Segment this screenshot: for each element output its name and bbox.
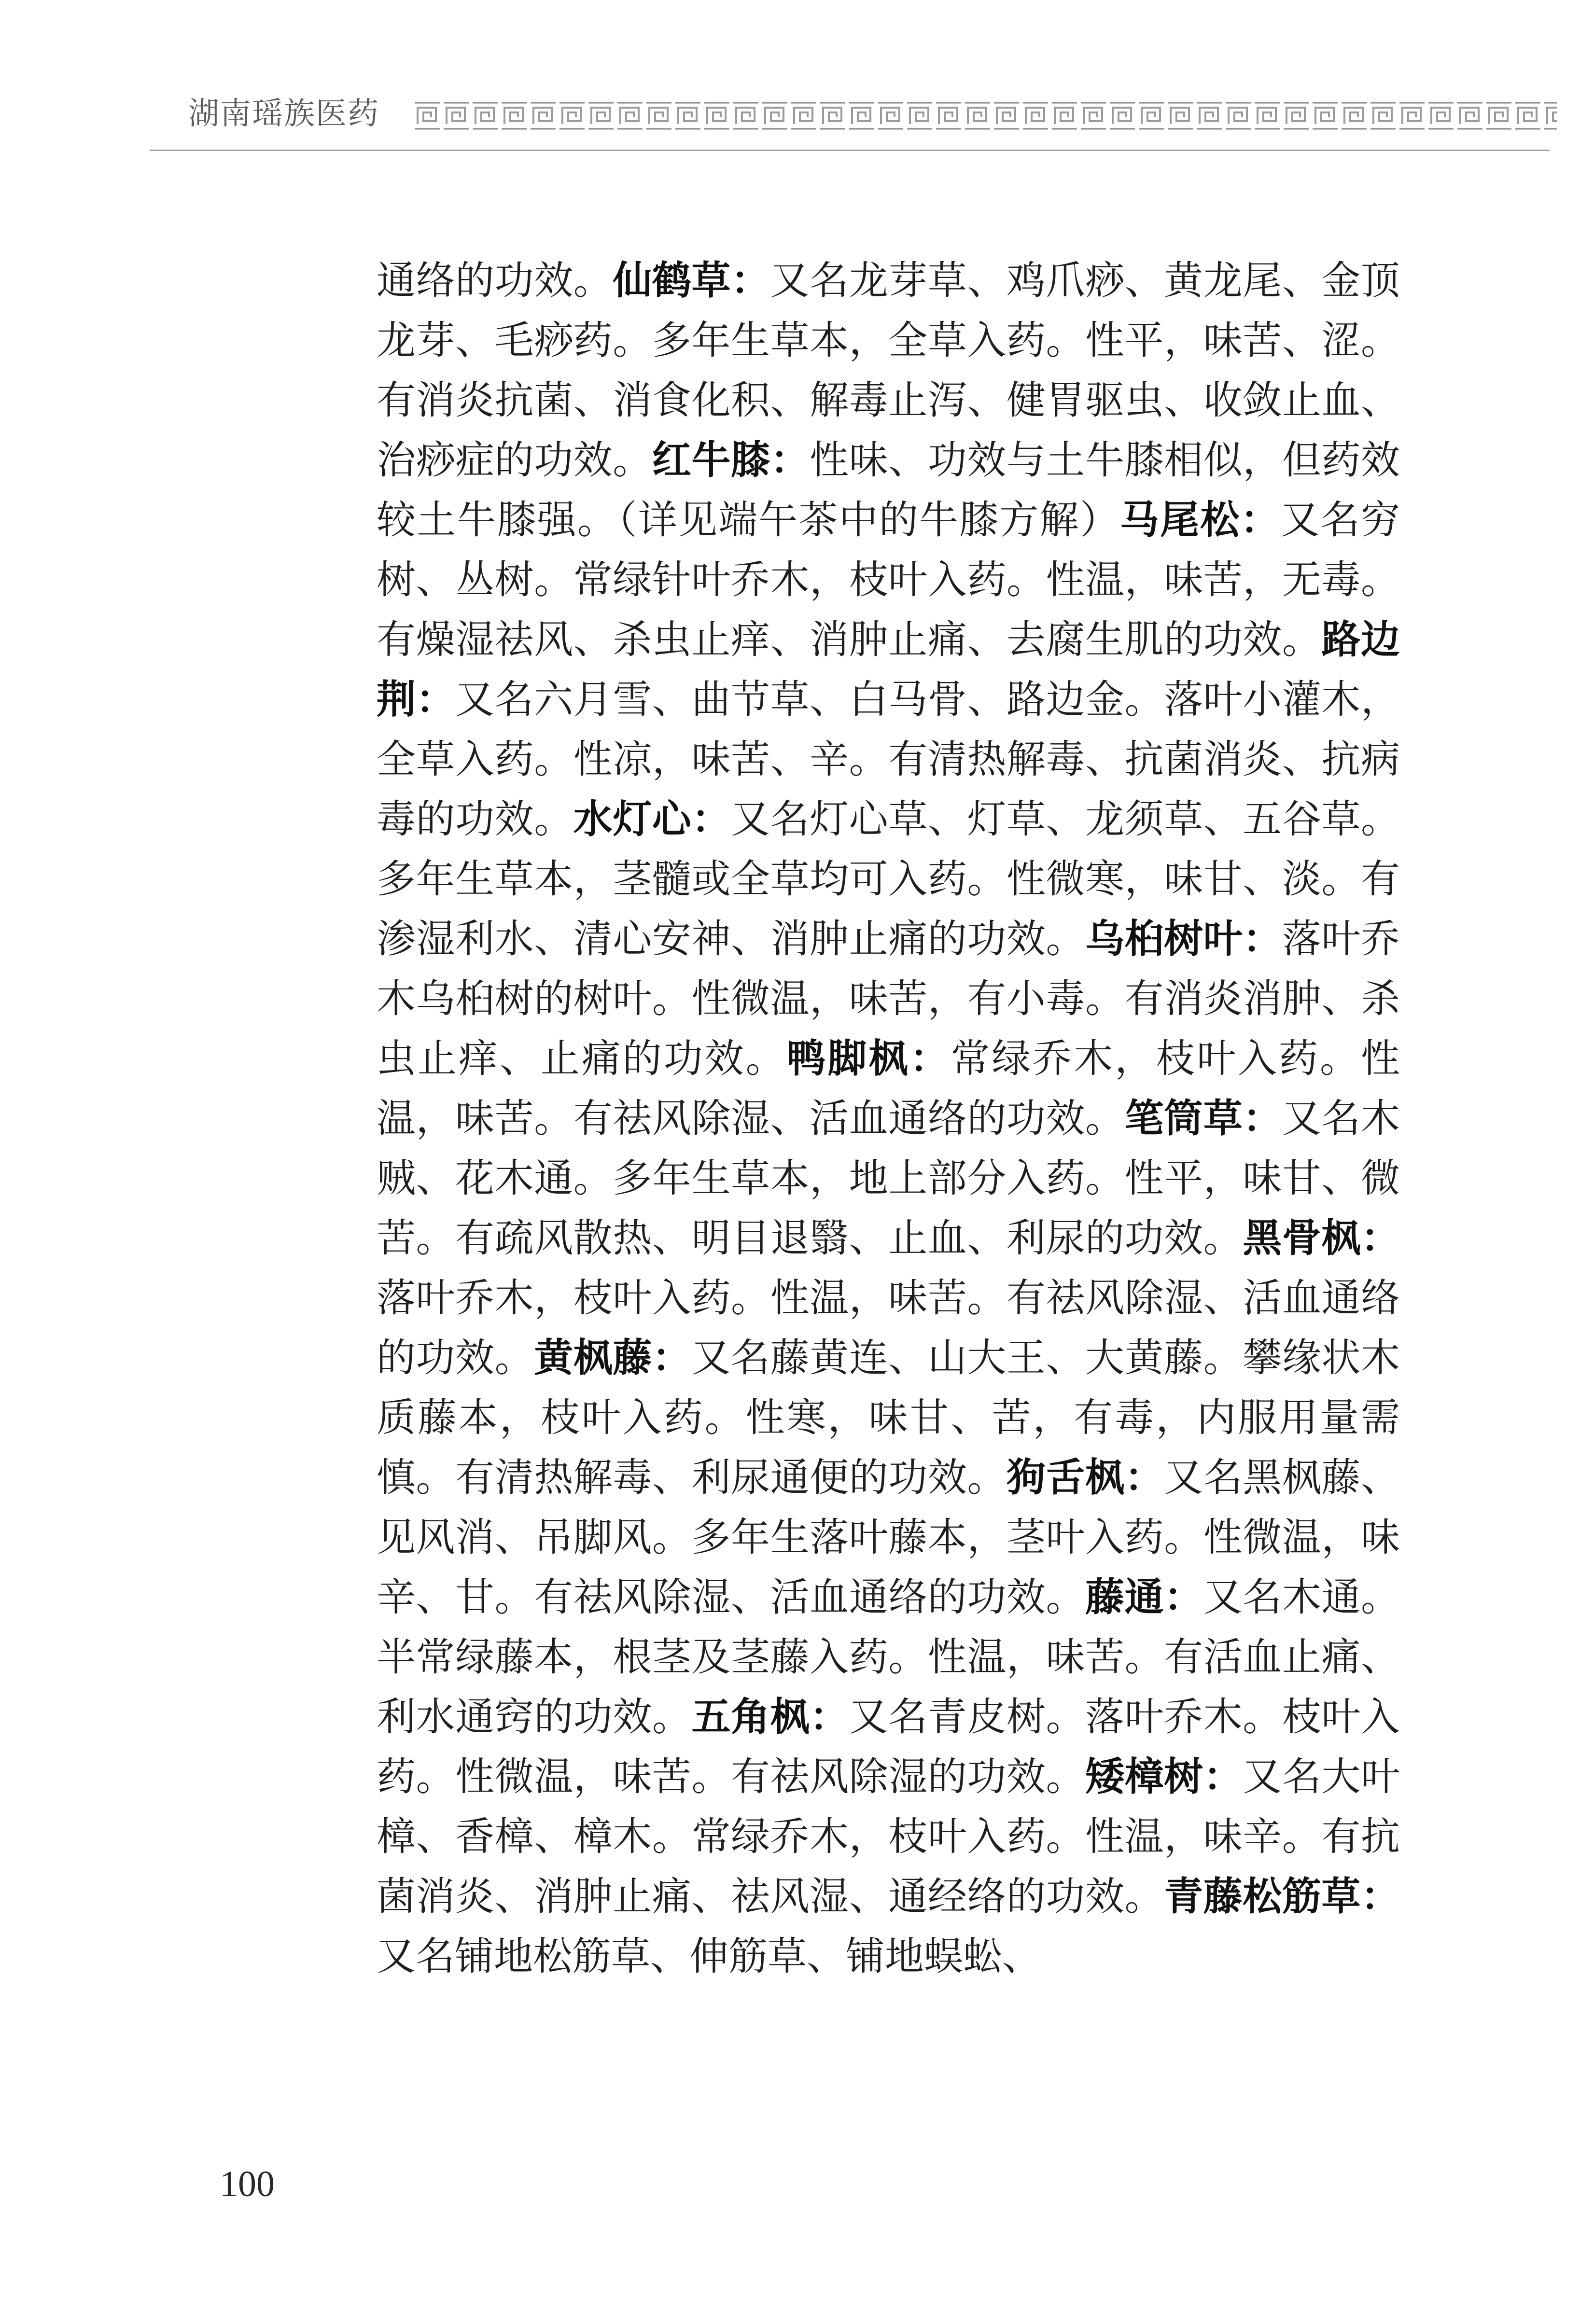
- herb-description-text: 又名黑枫藤、见风消、吊脚风。多年生落叶藤本，茎叶入药。性微温，味辛、甘。有祛风除湿、活血通络的功效。: [377, 1455, 1400, 1620]
- herb-description-text: 又名灯心草、灯草、龙须草、五谷草。多年生草本，茎髓或全草均可入药。性微寒，味甘、淡。有渗湿利水、清心安神、消肿止痛的功效。: [377, 797, 1400, 962]
- running-header: [0, 0, 1594, 154]
- herb-name-term: 红牛膝：: [652, 438, 810, 483]
- herb-name-term: 鸭脚枫：: [786, 1036, 951, 1082]
- herb-description-text: 又名藤黄连、山大王、大黄藤。攀缘状木质藤本，枝叶入药。性寒，味甘、苦，有毒，内服用量需慎。有清热解毒、利尿通便的功效。: [377, 1336, 1400, 1501]
- header-title: 湖南瑶族医药: [188, 96, 379, 132]
- page-number: 100: [220, 2164, 275, 2204]
- herb-description-text: 通络的功效。: [377, 258, 613, 304]
- herb-description-text: 又名铺地松筋草、伸筋草、铺地蜈蚣、: [377, 1934, 1042, 1979]
- herb-name-term: 水灯心：: [573, 797, 731, 842]
- herb-description-text: 又名龙芽草、鸡爪痧、黄龙尾、金顶龙芽、毛痧药。多年生草本，全草入药。性平，味苦、涩。有消炎抗菌、消食化积、解毒止泻、健胃驱虫、收敛止血、治痧症的功效。: [377, 258, 1400, 483]
- herb-name-term: 藤通：: [1085, 1575, 1203, 1620]
- herb-description-text: 又名青皮树。落叶乔木。枝叶入药。性微温，味苦。有祛风除湿的功效。: [377, 1695, 1400, 1800]
- header-divider: [150, 150, 1550, 151]
- herb-name-term: 五角枫：: [691, 1695, 849, 1740]
- herb-description-text: 落叶乔木，枝叶入药。性温，味苦。有祛风除湿、活血通络的功效。: [377, 1276, 1400, 1381]
- herb-name-term: 黑骨枫：: [1243, 1216, 1400, 1261]
- herb-description-text: 性味、功效与土牛膝相似，但药效较土牛膝强。（详见端午茶中的牛膝方解）: [377, 438, 1400, 543]
- herb-name-term: 青藤松筋草：: [1164, 1874, 1400, 1920]
- herb-name-term: 黄枫藤：: [534, 1336, 692, 1381]
- decorative-border-ornament: [413, 99, 1557, 133]
- herb-description-text: 又名穷树、丛树。常绿针叶乔木，枝叶入药。性温，味苦，无毒。有燥湿祛风、杀虫止痒、消肿止痛、去腐生肌的功效。: [377, 498, 1400, 663]
- herb-name-term: 路边荆：: [377, 617, 1400, 723]
- herb-description-text: 常绿乔木，枝叶入药。性温，味苦。有祛风除湿、活血通络的功效。: [377, 1036, 1400, 1141]
- herb-name-term: 马尾松：: [1119, 498, 1281, 543]
- herb-name-term: 仙鹤草：: [613, 258, 770, 304]
- herb-name-term: 笔筒草：: [1124, 1096, 1282, 1141]
- body-paragraph: [377, 251, 1400, 1987]
- herb-name-term: 矮樟树：: [1085, 1754, 1243, 1800]
- herb-description-text: 落叶乔木乌桕树的树叶。性微温，味苦，有小毒。有消炎消肿、杀虫止痒、止痛的功效。: [377, 917, 1400, 1082]
- herb-description-text: 又名大叶樟、香樟、樟木。常绿乔木，枝叶入药。性温，味辛。有抗菌消炎、消肿止痛、祛风湿、通经络的功效。: [377, 1754, 1400, 1920]
- herb-description-text: 又名木贼、花木通。多年生草本，地上部分入药。性平，味甘、微苦。有疏风散热、明目退翳、止血、利尿的功效。: [377, 1096, 1400, 1261]
- herb-description-text: 又名六月雪、曲节草、白马骨、路边金。落叶小灌木，全草入药。性凉，味苦、辛。有清热解毒、抗菌消炎、抗病毒的功效。: [377, 677, 1400, 842]
- herb-description-text: 又名木通。半常绿藤本，根茎及茎藤入药。性温，味苦。有活血止痛、利水通窍的功效。: [377, 1575, 1400, 1740]
- herb-name-term: 狗舌枫：: [1006, 1455, 1164, 1501]
- herb-name-term: 乌桕树叶：: [1085, 917, 1282, 962]
